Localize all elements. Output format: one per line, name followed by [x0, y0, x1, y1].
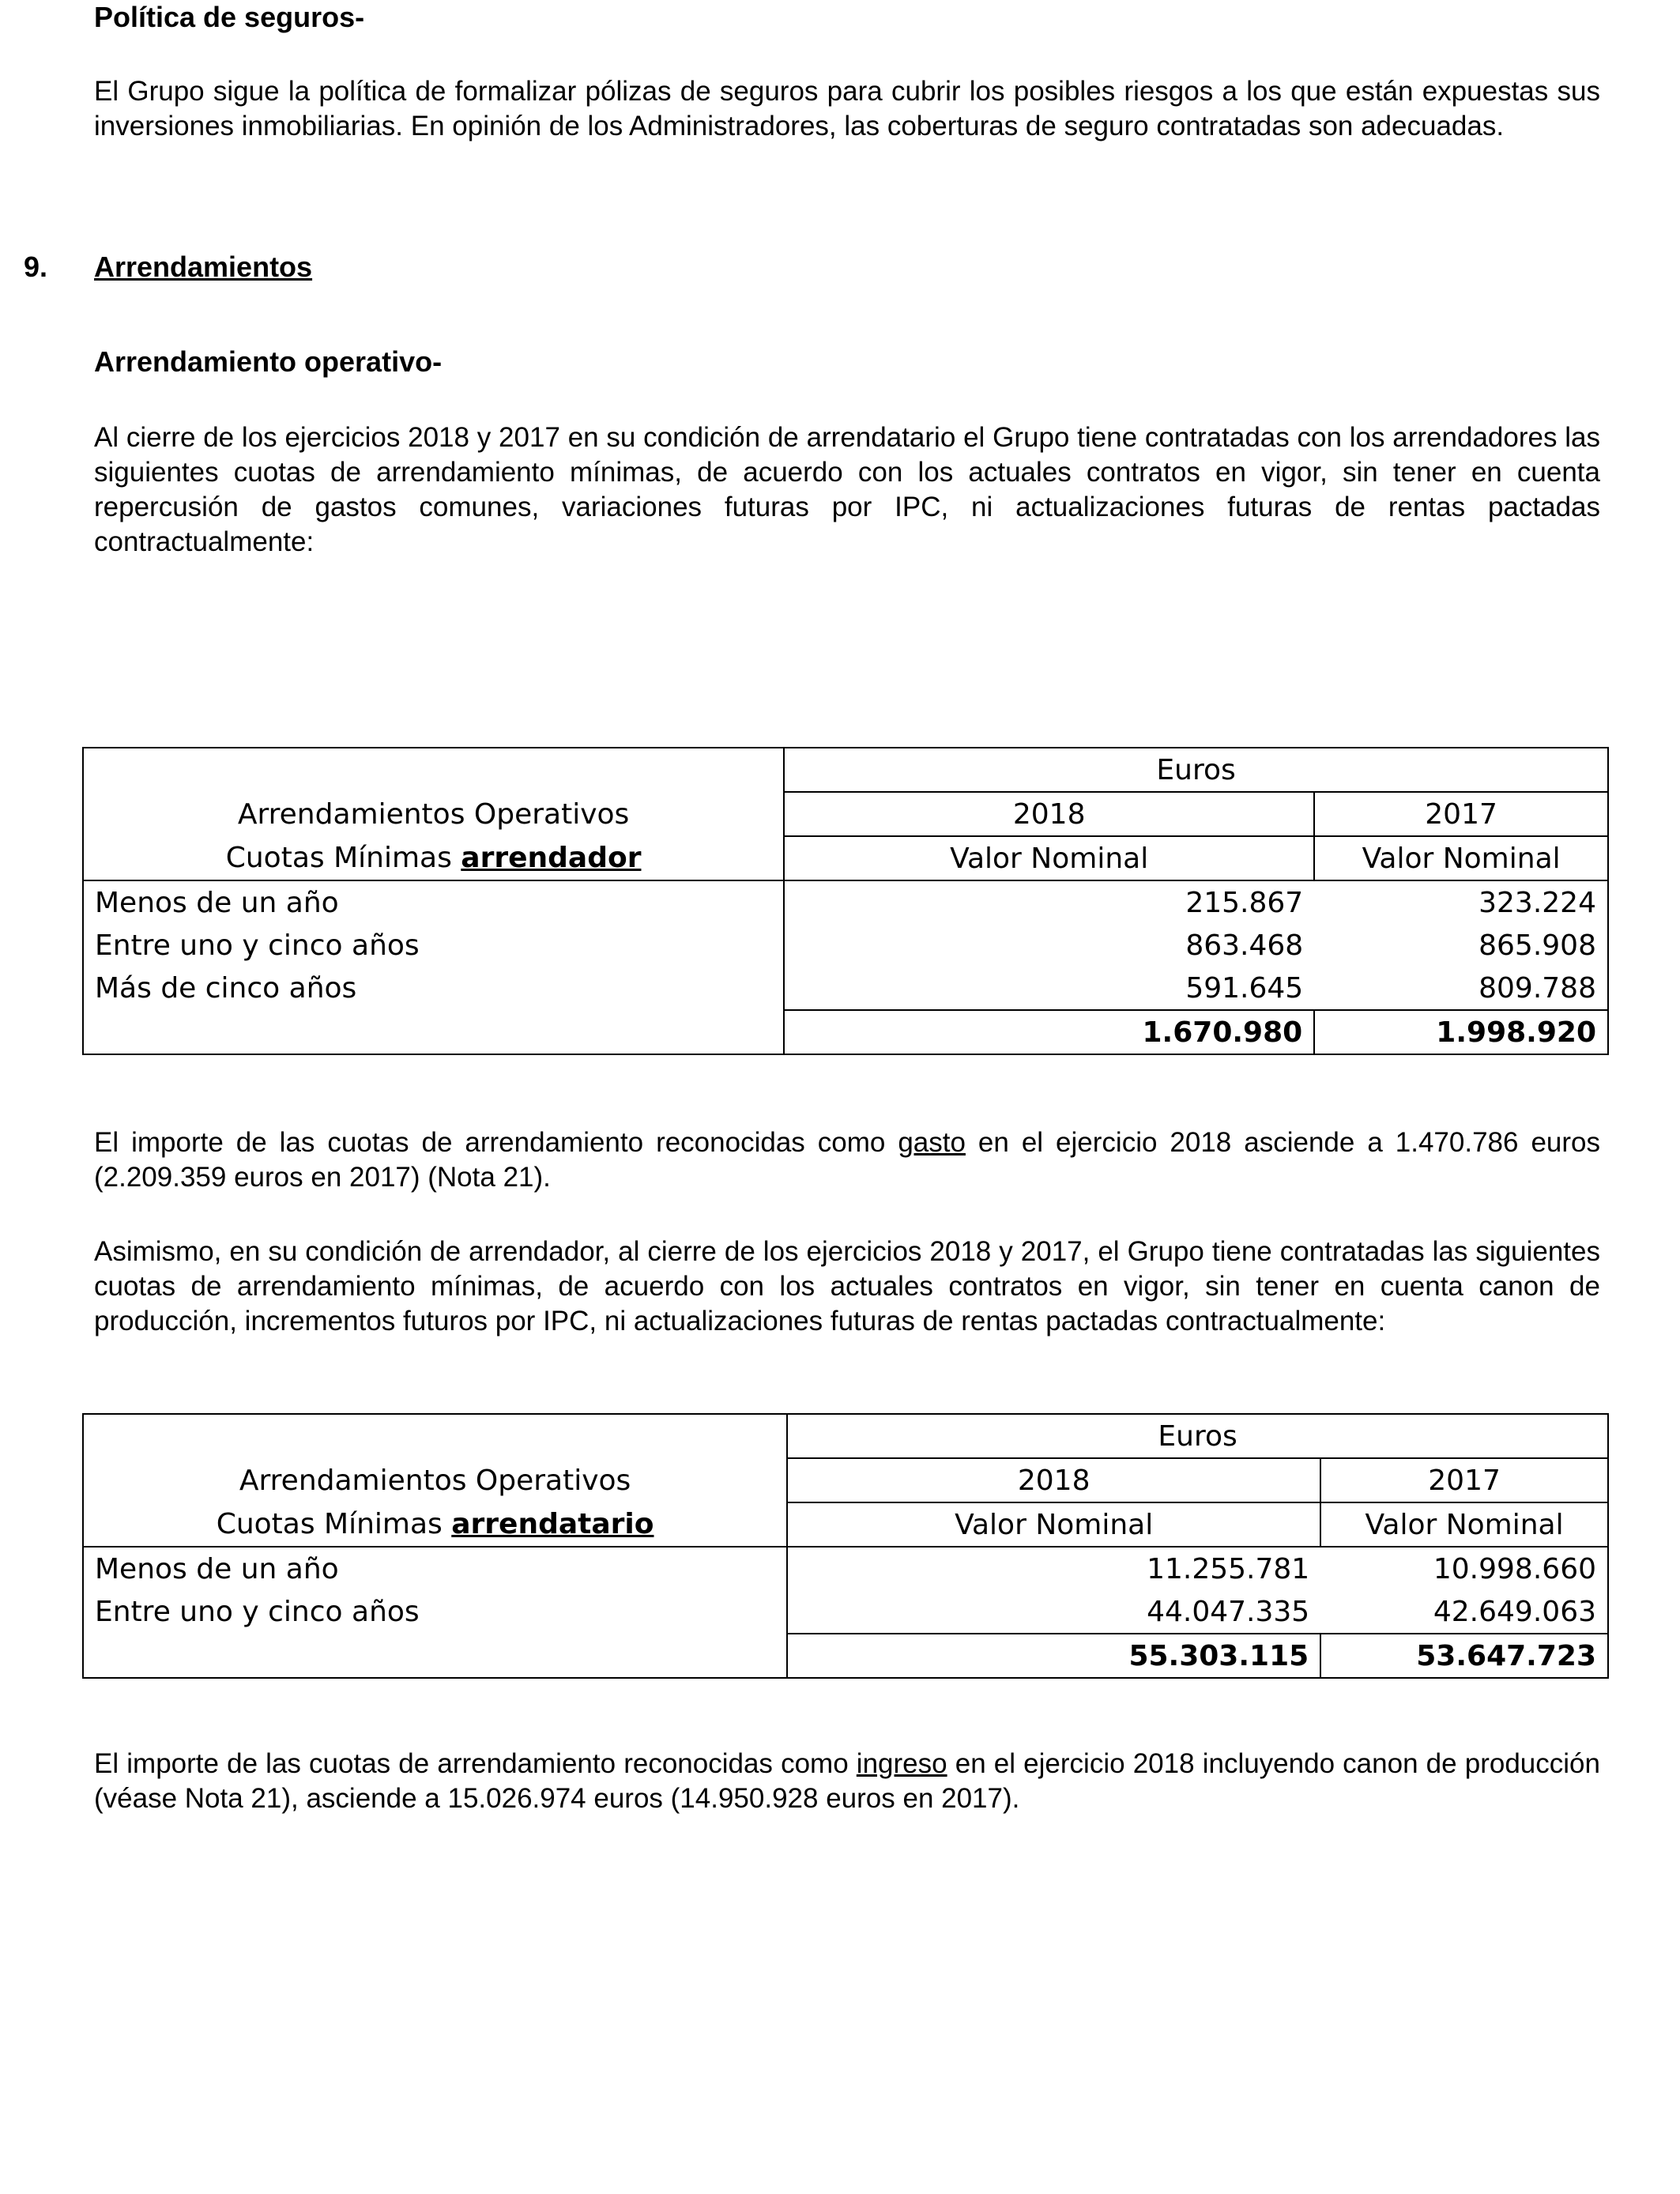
income-keyword: ingreso	[856, 1748, 947, 1779]
title-prefix: Cuotas Mínimas	[216, 1508, 452, 1540]
row-label: Entre uno y cinco años	[83, 924, 784, 967]
total-2017: 53.647.723	[1320, 1634, 1608, 1678]
currency-header: Euros	[784, 748, 1608, 792]
value-2018: 863.468	[784, 924, 1314, 967]
table-header-cell	[83, 1414, 787, 1458]
income-paragraph	[94, 1747, 1600, 1816]
year-header-2017: 2017	[1320, 1458, 1608, 1502]
year-header-2018: 2018	[787, 1458, 1320, 1502]
subheader-2017: Valor Nominal	[1314, 836, 1608, 880]
section-title: Arrendamientos	[94, 251, 313, 283]
table-title-line2	[83, 836, 784, 880]
operative-lease-title: Arrendamiento operativo-	[94, 345, 443, 378]
subheader-2018: Valor Nominal	[784, 836, 1314, 880]
income-text-end: en el ejercicio 2018 incluyendo canon de producción (véase Nota 21), asciende a 15.026.974 euros (14.950.928 euros en 2017).	[94, 1748, 1600, 1814]
value-2017: 10.998.660	[1320, 1547, 1608, 1590]
value-2017: 42.649.063	[1320, 1590, 1608, 1634]
subheader-2017: Valor Nominal	[1320, 1502, 1608, 1547]
table-row	[83, 1590, 1608, 1634]
expense-paragraph	[94, 1125, 1600, 1195]
value-2017: 323.224	[1314, 880, 1608, 924]
expense-keyword: gasto	[898, 1127, 966, 1158]
lessor-minimum-fees-table	[82, 747, 1609, 1055]
value-2018: 44.047.335	[787, 1590, 1320, 1634]
total-2018: 1.670.980	[784, 1010, 1314, 1054]
total-row	[83, 1010, 1608, 1054]
value-2018: 591.645	[784, 967, 1314, 1010]
year-header-2017: 2017	[1314, 792, 1608, 836]
value-2018: 215.867	[784, 880, 1314, 924]
operative-lease-intro: Al cierre de los ejercicios 2018 y 2017 en su condición de arrendatario el Grupo tiene contratadas con los arrendadores las siguientes cuotas de arrendamiento mínimas, de acuerdo con los actuales contratos en vigor, sin tener en cuenta repercusión de gastos comunes, variaciones futuras por IPC, ni actualizaciones futuras de rentas pactadas contractualmente:	[94, 422, 1600, 557]
year-header-2018: 2018	[784, 792, 1314, 836]
table-title-line1: Arrendamientos Operativos	[83, 792, 784, 836]
value-2018: 11.255.781	[787, 1547, 1320, 1590]
title-underlined-word: arrendatario	[451, 1508, 654, 1540]
table-row	[83, 967, 1608, 1010]
table-header-cell	[83, 748, 784, 792]
total-row	[83, 1634, 1608, 1678]
row-label: Más de cinco años	[83, 967, 784, 1010]
expense-text-end: en el ejercicio 2018 asciende a 1.470.786 euros (2.209.359 euros en 2017) (Nota 21).	[94, 1127, 1600, 1193]
section-heading	[24, 250, 814, 285]
table-row	[83, 924, 1608, 967]
lessor-paragraph: Asimismo, en su condición de arrendador, al cierre de los ejercicios 2018 y 2017, el Grupo tiene contratadas las siguientes cuotas de arrendamiento mínimas, de acuerdo con los actuales contratos en vigor, sin tener en cuenta canon de producción, incrementos futuros por IPC, ni actualizaciones futuras de rentas pactadas contractualmente:	[94, 1236, 1600, 1336]
currency-header: Euros	[787, 1414, 1608, 1458]
row-label: Menos de un año	[83, 1547, 787, 1590]
table-row	[83, 880, 1608, 924]
income-text-start: El importe de las cuotas de arrendamiento reconocidas como	[94, 1748, 857, 1779]
lessee-minimum-fees-table	[82, 1413, 1609, 1679]
row-label: Entre uno y cinco años	[83, 1590, 787, 1634]
section-number: 9.	[24, 251, 48, 283]
value-2017: 809.788	[1314, 967, 1608, 1010]
total-label-cell	[83, 1010, 784, 1054]
title-underlined-word: arrendador	[461, 842, 642, 874]
row-label: Menos de un año	[83, 880, 784, 924]
table-row	[83, 1547, 1608, 1590]
table-title-line1: Arrendamientos Operativos	[83, 1458, 787, 1502]
insurance-paragraph: El Grupo sigue la política de formalizar pólizas de seguros para cubrir los posibles riesgos a los que están expuestas sus inversiones inmobiliarias. En opinión de los Administradores, las coberturas de seguro contratadas son adecuadas.	[94, 76, 1600, 141]
insurance-title: Política de seguros-	[94, 1, 365, 33]
total-2017: 1.998.920	[1314, 1010, 1608, 1054]
value-2017: 865.908	[1314, 924, 1608, 967]
expense-text-start: El importe de las cuotas de arrendamiento reconocidas como	[94, 1127, 898, 1158]
title-prefix: Cuotas Mínimas	[225, 842, 461, 874]
subheader-2018: Valor Nominal	[787, 1502, 1320, 1547]
table-title-line2	[83, 1502, 787, 1547]
total-label-cell	[83, 1634, 787, 1678]
total-2018: 55.303.115	[787, 1634, 1320, 1678]
